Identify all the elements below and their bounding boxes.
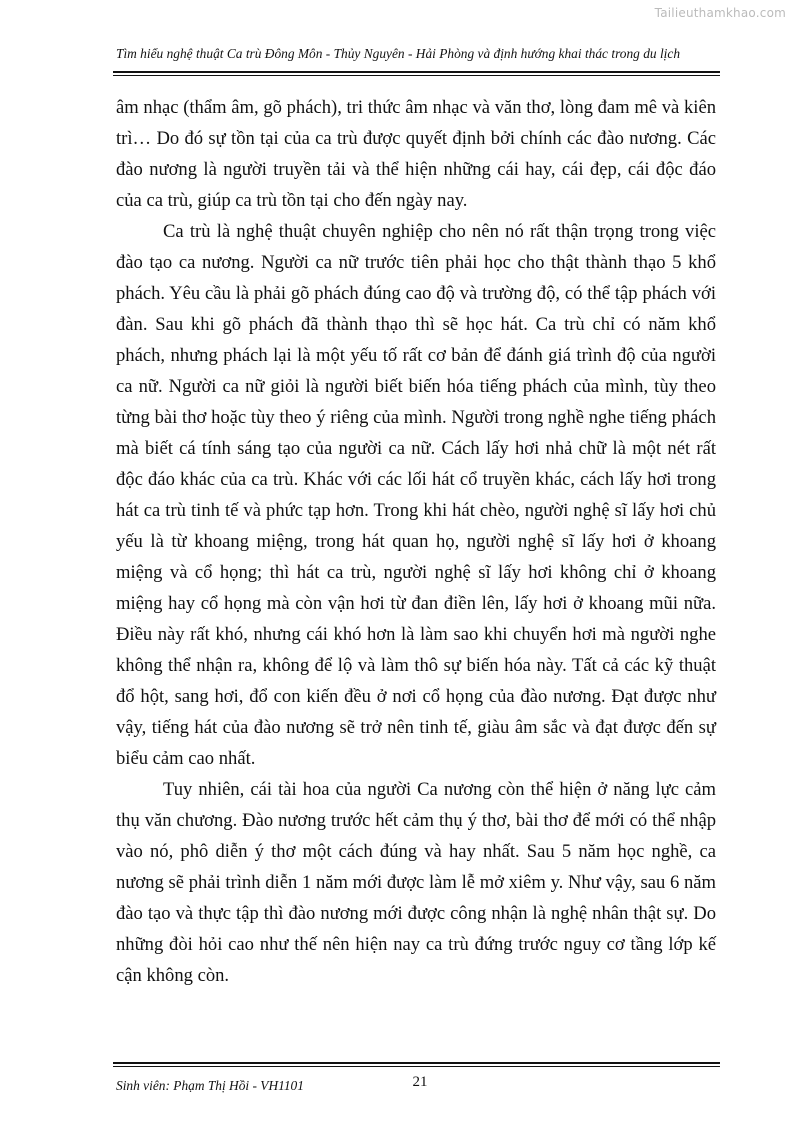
watermark-text: Tailieuthamkhao.com: [654, 6, 786, 20]
paragraph-2: Ca trù là nghệ thuật chuyên nghiệp cho nên nó rất thận trọng trong việc đào tạo ca nương. Người ca nữ trước tiên phải học cho thật thành thạo 5 khổ phách. Yêu cầu là phải gõ phách đúng cao độ và trường độ, có thể tập phách với đàn. Sau khi gõ phách đã thành thạo thì sẽ học hát. Ca trù chỉ có năm khổ phách, nhưng phách lại là một yếu tố rất cơ bản để đánh giá trình độ của người ca nữ. Người ca nữ giỏi là người biết biến hóa tiếng phách của mình, tùy theo từng bài thơ hoặc tùy theo ý riêng của mình. Người trong nghề nghe tiếng phách mà biết cá tính sáng tạo của người ca nữ. Cách lấy hơi nhả chữ là một nét rất độc đáo khác của ca trù. Khác với các lối hát cổ truyền khác, cách lấy hơi trong hát ca trù tinh tế và phức tạp hơn. Trong khi hát chèo, người nghệ sĩ lấy hơi chủ yếu là từ khoang miệng, trong hát quan họ, người nghệ sĩ lấy hơi ở khoang miệng và cổ họng; thì hát ca trù, người nghệ sĩ lấy hơi không chỉ ở khoang miệng hay cổ họng mà còn vận hơi từ đan điền lên, lấy hơi ở khoang mũi nữa. Điều này rất khó, nhưng cái khó hơn là làm sao khi chuyển hơi mà người nghe không thể nhận ra, không để lộ và làm thô sự biến hóa này. Tất cả các kỹ thuật đổ hột, sang hơi, đổ con kiến đều ở nơi cổ họng của đào nương. Đạt được như vậy, tiếng hát của đào nương sẽ trở nên tinh tế, giàu âm sắc và đạt được đến sự biểu cảm cao nhất.: [116, 221, 716, 769]
footer-rule: [113, 1062, 720, 1064]
page-header-title: Tìm hiểu nghệ thuật Ca trù Đông Môn - Thủy Nguyên - Hải Phòng và định hướng khai thác trong du lịch: [116, 46, 681, 61]
footer-student-name: Sinh viên: Phạm Thị Hồi - VH1101: [116, 1078, 304, 1093]
paragraph-3: Tuy nhiên, cái tài hoa của người Ca nương còn thể hiện ở năng lực cảm thụ văn chương. Đào nương trước hết cảm thụ ý thơ, bài thơ để mới có thể nhập vào nó, phô diễn ý thơ một cách đúng và hay nhất. Sau 5 năm học nghề, ca nương sẽ phải trình diễn 1 năm mới được làm lễ mở xiêm y. Như vậy, sau 6 năm đào tạo và thực tập thì đào nương mới được công nhận là nghệ nhân thật sự. Do những đòi hỏi cao như thế nên hiện nay ca trù đứng trước nguy cơ tầng lớp kế cận không còn.: [116, 779, 716, 986]
header-rule: [113, 71, 720, 73]
paragraph-1: âm nhạc (thẩm âm, gõ phách), tri thức âm nhạc và văn thơ, lòng đam mê và kiên trì… Do đó sự tồn tại của ca trù được quyết định bởi chính các đào nương. Các đào nương là người truyền tải và thể hiện những cái hay, cái đẹp, cái độc đáo của ca trù, giúp ca trù tồn tại cho đến ngày nay.: [116, 97, 716, 211]
header-rule-thin: [113, 75, 720, 76]
document-body: [116, 92, 716, 991]
page-number: 21: [412, 1074, 428, 1090]
footer-rule-thin: [113, 1066, 720, 1067]
